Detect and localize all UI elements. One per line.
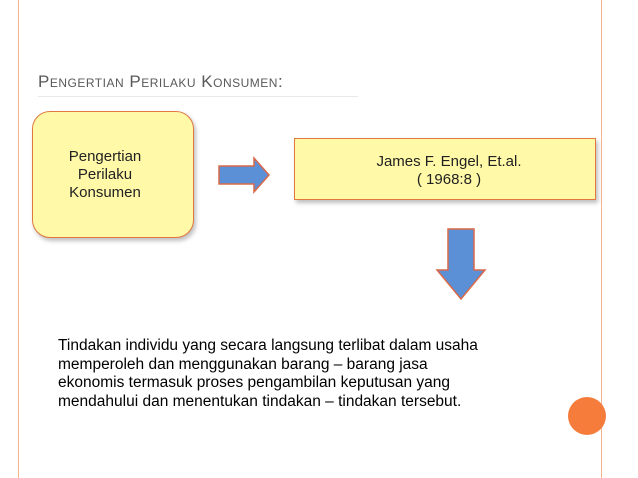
concept-line-3: Konsumen — [69, 184, 141, 201]
definition-line-3: ekonomis termasuk proses pengambilan keputusan yang — [58, 374, 451, 391]
source-box-label — [294, 153, 596, 189]
concept-line-2: Perilaku — [77, 166, 133, 183]
definition-line-2: memperoleh dan menggunakan barang – barang jasa — [58, 355, 428, 373]
slide-title: Pengertian Perilaku Konsumen: — [38, 72, 284, 91]
source-year: ( 1968:8 ) — [416, 171, 482, 188]
definition-line-4: mendahului dan menentukan tindakan – tindakan tersebut. — [58, 392, 462, 410]
source-author: James F. Engel, Et.al. — [376, 153, 522, 170]
concept-line-1: Pengertian — [68, 148, 142, 165]
title-divider — [38, 96, 358, 97]
definition-line-1: Tindakan individu yang secara langsung terlibat dalam usaha — [58, 337, 478, 354]
arrow-right-icon — [218, 157, 270, 193]
concept-box-label — [32, 148, 194, 202]
arrow-down-icon — [436, 228, 486, 300]
slide-border-left — [18, 0, 19, 478]
accent-circle — [568, 397, 606, 435]
definition-text — [58, 337, 578, 411]
